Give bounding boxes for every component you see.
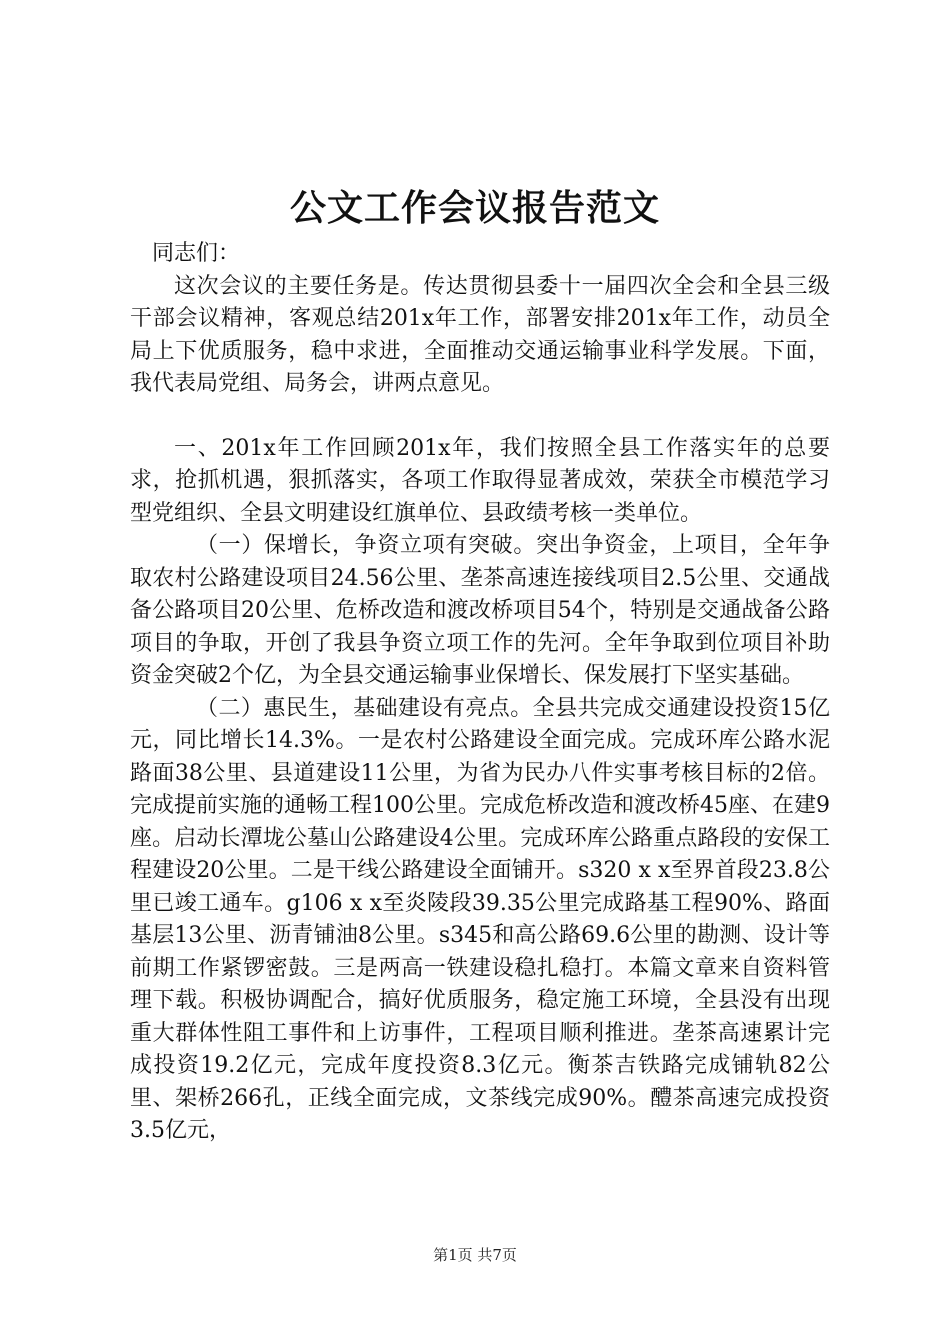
section-one-paragraph: 一、201x年工作回顾201x年，我们按照全县工作落实年的总要求，抢抓机遇，狠抓落实，各项工作取得显著成效，荣获全市模范学习型党组织、全县文明建设红旗单位、县政绩考核一类单位。 xyxy=(130,435,830,526)
page-footer: 第1页 共7页 xyxy=(433,1246,517,1264)
salutation-paragraph: 同志们： xyxy=(152,241,241,266)
subsection-one-paragraph: （一）保增长，争资立项有突破。突出争资金，上项目，全年争取农村公路建设项目24.56公里、垄茶高速连接线项目2.5公里、交通战备公路项目20公里、危桥改造和渡改桥项目54个，特别是交通战备公路项目的争取，开创了我县争资立项工作的先河。全年争取到位项目补助资金突破2个亿，为全县交通运输事业保增长、保发展打下坚实基础。 xyxy=(130,533,830,688)
document-body xyxy=(130,238,830,1148)
document-title: 公文工作会议报告范文 xyxy=(289,187,660,229)
intro-paragraph: 这次会议的主要任务是。传达贯彻县委十一届四次全会和全县三级干部会议精神，客观总结201x年工作，部署安排201x年工作，动员全局上下优质服务，稳中求进，全面推动交通运输事业科学发展。下面，我代表局党组、局务会，讲两点意见。 xyxy=(130,273,830,396)
subsection-two-paragraph: （二）惠民生，基础建设有亮点。全县共完成交通建设投资15亿元，同比增长14.3%。一是农村公路建设全面完成。完成环库公路水泥路面38公里、县道建设11公里，为省为民办八件实事考核目标的2倍。完成提前实施的通畅工程100公里。完成危桥改造和渡改桥45座、在建9座。启动长潭垅公墓山公路建设4公里。完成环库公路重点路段的安保工程建设20公里。二是干线公路建设全面铺开。s320 x x至界首段23.8公里已竣工通车。g106 x x至炎陵段39.35公里完成路基工程90%、路面基层13公里、沥青铺油8公里。s345和高公路69.6公里的勘测、设计等前期工作紧锣密鼓。三是两高一铁建设稳扎稳打。本篇文章来自资料管理下载。积极协调配合，搞好优质服务，稳定施工环境，全县没有出现重大群体性阻工事件和上访事件，工程项目顺利推进。垄茶高速累计完成投资19.2亿元，完成年度投资8.3亿元。衡茶吉铁路完成铺轨82公里、架桥266孔，正线全面完成，文茶线完成90%。醴茶高速完成投资3.5亿元， xyxy=(130,695,830,1143)
